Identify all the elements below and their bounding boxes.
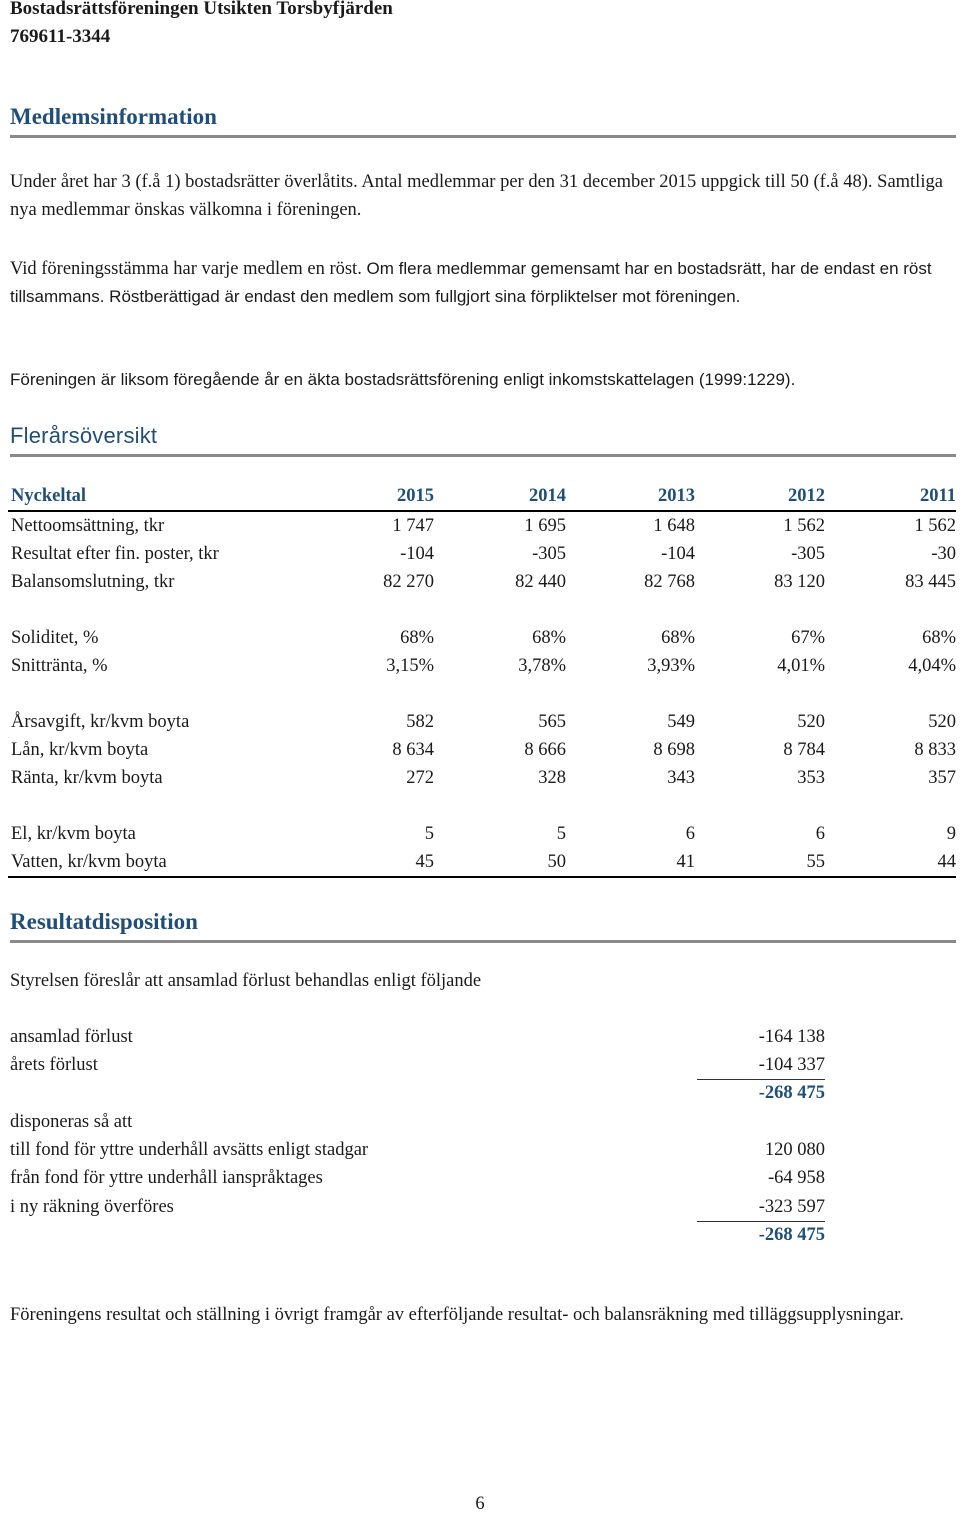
cell-value: 6 [815,824,825,844]
cell-value: 3,78% [518,656,566,676]
cell-value: 549 [667,712,695,732]
cell-value: -104 [400,544,434,564]
cell-value: 82 440 [515,572,566,592]
col-header: 2015 [311,482,434,511]
cell-value: 520 [797,712,825,732]
sum-value: -268 475 [758,1225,825,1245]
cell-value: 3,93% [647,656,695,676]
row-label: Årsavgift, kr/kvm boyta [11,712,190,732]
cell-value: 357 [928,768,956,788]
page-number: 6 [475,1494,485,1514]
cell-value: 67% [791,628,825,648]
cell-value: 82 270 [383,572,434,592]
cell-value: 82 768 [644,572,695,592]
cell-value: 353 [797,768,825,788]
row-ny-rakning [10,1193,825,1221]
disposition-intro: Styrelsen föreslår att ansamlad förlust behandlas enligt följande [10,971,482,991]
table-row [8,848,956,877]
col-header: 2014 [434,482,566,511]
row-sum-1 [10,1079,825,1107]
row-value: -164 138 [758,1027,825,1047]
row-sum-2 [10,1221,825,1249]
org-number: 769611-3344 [10,26,111,47]
cell-value: -305 [791,544,825,564]
spacer-row [8,792,956,820]
cell-value: 45 [311,848,434,877]
row-value: 120 080 [764,1140,825,1160]
footer-paragraph: Föreningens resultat och ställning i övrigt framgår av efterföljande resultat- och balansräkning med tilläggsupplysningar. [10,1305,904,1325]
cell-value: 5 [424,824,434,844]
row-label: El, kr/kvm boyta [11,824,136,844]
cell-value: 68% [661,628,695,648]
col-header: 2011 [825,482,956,511]
table-row [8,624,956,652]
row-label: ansamlad förlust [10,1027,133,1047]
paragraph-rostratt-serif: Vid föreningsstämma har varje medlem en röst. [10,259,362,279]
cell-value: 8 698 [653,740,695,760]
cell-value: 8 634 [392,740,434,760]
cell-value: 328 [538,768,566,788]
table-row [8,511,956,540]
cell-value: 272 [406,768,434,788]
key-figures-table [8,482,956,878]
cell-value: 1 695 [524,516,566,536]
cell-value: 68% [400,628,434,648]
section-title-flerarsoversikt: Flerårsöversikt [10,422,956,457]
cell-value: 44 [825,848,956,877]
cell-value: 68% [532,628,566,648]
row-label: från fond för yttre underhåll ianspråktages [10,1168,323,1188]
row-ansamlad-forlust [10,1023,825,1051]
paragraph-medlemmar: Under året har 3 (f.å 1) bostadsrätter överlåtits. Antal medlemmar per den 31 december 2015 uppgick till 50 (f.å 48). Samtliga nya medlemmar önskas välkomna i föreningen. [10,172,943,220]
cell-value: -104 [661,544,695,564]
table-row [8,540,956,568]
row-fond-avsatts [10,1136,825,1164]
cell-value: 4,01% [777,656,825,676]
row-value: -104 337 [758,1055,825,1075]
section-title-resultatdisposition: Resultatdisposition [10,908,956,943]
cell-value: 41 [566,848,695,877]
cell-value: 83 120 [774,572,825,592]
cell-value: -30 [931,544,956,564]
table-header-row [8,482,956,511]
cell-value: 68% [922,628,956,648]
cell-value: 1 562 [914,516,956,536]
cell-value: 4,04% [908,656,956,676]
cell-value: 565 [538,712,566,732]
row-arets-forlust [10,1051,825,1079]
table-row [8,568,956,596]
row-label: i ny räkning överföres [10,1197,174,1217]
cell-value: 1 562 [783,516,825,536]
col-header: 2013 [566,482,695,511]
row-label: Snittränta, % [11,656,108,676]
cell-value: 55 [695,848,825,877]
row-value: -64 958 [767,1168,825,1188]
row-fond-ianspraktages [10,1164,825,1192]
row-label: Vatten, kr/kvm boyta [8,848,311,877]
section-title-medlemsinformation: Medlemsinformation [10,103,956,138]
cell-value: 8 833 [914,740,956,760]
table-row [8,652,956,680]
col-header: Nyckeltal [8,482,311,511]
spacer-row [8,680,956,708]
row-value: -323 597 [758,1197,825,1217]
row-label: Nettoomsättning, tkr [11,516,165,536]
spacer-row [8,596,956,624]
org-name: Bostadsrättsföreningen Utsikten Torsbyfjärden [10,0,393,19]
cell-value: -305 [532,544,566,564]
table-row [8,736,956,764]
cell-value: 8 666 [524,740,566,760]
paragraph-rostratt [10,255,950,311]
cell-value: 5 [556,824,566,844]
cell-value: 6 [685,824,695,844]
cell-value: 9 [946,824,956,844]
row-label: disponeras så att [10,1112,133,1132]
table-row [8,764,956,792]
row-label: Lån, kr/kvm boyta [11,740,149,760]
col-header: 2012 [695,482,825,511]
paragraph-akta-forening: Föreningen är liksom föregående år en äkta bostadsrättsförening enligt inkomstskattelagen (1999:1229). [10,370,796,389]
row-disponeras [10,1108,825,1136]
row-label: Ränta, kr/kvm boyta [11,768,163,788]
row-label: Balansomslutning, tkr [11,572,175,592]
cell-value: 83 445 [905,572,956,592]
cell-value: 520 [928,712,956,732]
cell-value: 50 [434,848,566,877]
table-row [8,708,956,736]
sum-value: -268 475 [758,1083,825,1103]
cell-value: 1 747 [392,516,434,536]
cell-value: 3,15% [386,656,434,676]
cell-value: 1 648 [653,516,695,536]
cell-value: 8 784 [783,740,825,760]
row-label: till fond för yttre underhåll avsätts enligt stadgar [10,1140,369,1160]
row-label: Resultat efter fin. poster, tkr [11,544,219,564]
cell-value: 343 [667,768,695,788]
table-row [8,820,956,848]
row-label: Soliditet, % [11,628,99,648]
paragraph-rostratt-sans: Om flera medlemmar gemensamt har en bostadsrätt, har de endast en röst tillsammans. Röstberättigad är endast den medlem som fullgjort sina förpliktelser mot föreningen. [10,259,932,306]
cell-value: 582 [406,712,434,732]
row-label: årets förlust [10,1055,98,1075]
